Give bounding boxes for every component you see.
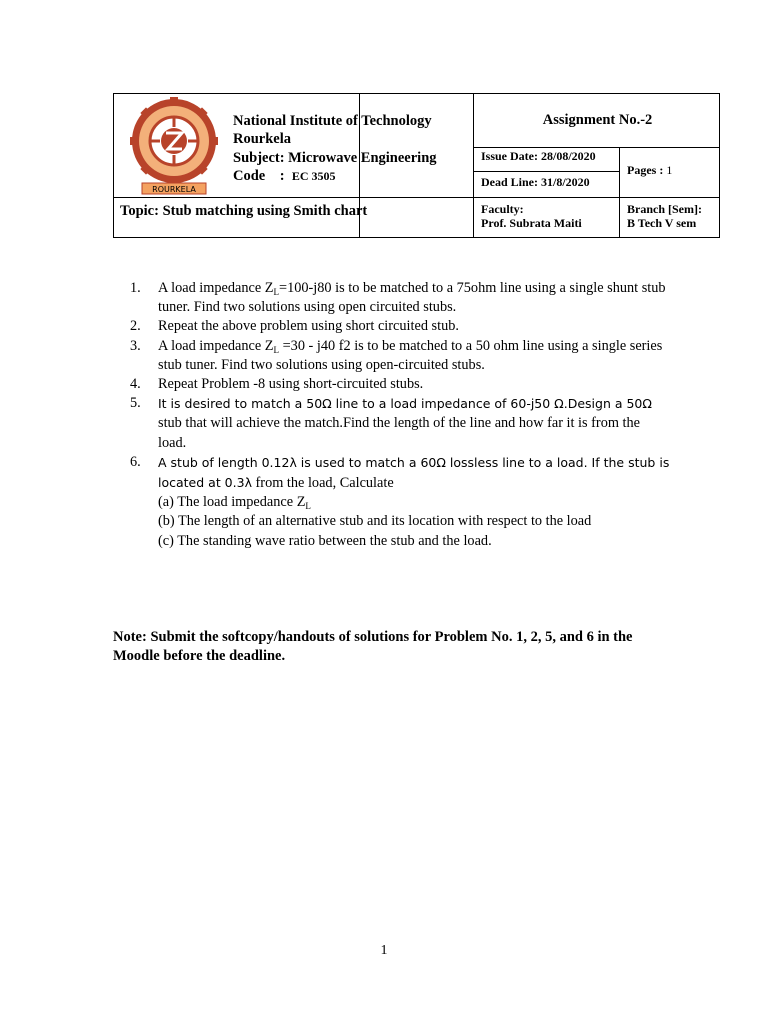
problem-item: 4. Repeat Problem -8 using short-circuited stubs. <box>130 376 424 393</box>
divider <box>473 147 720 148</box>
subject: Subject: Microwave Engineering <box>233 150 437 166</box>
issue-date: Issue Date: 28/08/2020 <box>481 149 596 163</box>
page-number: 1 <box>380 943 388 958</box>
divider <box>114 197 719 198</box>
header-table <box>113 93 720 238</box>
sub-item: (c) The standing wave ratio between the stub and the load. <box>158 532 492 549</box>
dead-line: Dead Line: 31/8/2020 <box>481 175 590 189</box>
problem-item: 2. Repeat the above problem using short circuited stub. <box>130 318 459 335</box>
nit-rourkela-logo <box>120 97 228 197</box>
course-code: Code : EC 3505 <box>233 168 336 184</box>
divider <box>473 171 620 172</box>
faculty: Faculty: Prof. Subrata Maiti <box>481 202 582 230</box>
assignment-number: Assignment No.-2 <box>542 112 653 128</box>
problem-item: 6. A stub of length 0.12λ is used to match a 60Ω lossless line to a load. If the stub is located at 0.3λ from the load, Calculate (a) The load impedance $Z_L$ (b) The length of an alternative stub and its location with respect to the load (c) The standing wave ratio between the stub and the load. <box>130 453 670 551</box>
problem-list <box>130 279 670 551</box>
divider <box>619 148 620 237</box>
sub-item: (b) The length of an alternative stub and its location with respect to the load <box>158 513 592 530</box>
svg-text:ROURKELA: ROURKELA <box>152 185 196 194</box>
problem-item: 3. A load impedance $Z_L =30 - j40$ f2 is to be matched to a 50 ohm line using a single series stub tuner. Find two solutions using open-circuited stubs. <box>130 337 663 373</box>
institute-name: National Institute of Technology Rourkela <box>233 113 432 147</box>
problem-item: 1. A load impedance $Z_L=100-j80$ is to be matched to a 75ohm line using a single shunt stub tuner. Find two solutions using open circuited stubs. <box>130 280 666 316</box>
pages-count: Pages : 1 <box>627 163 673 177</box>
submission-note: Note: Submit the softcopy/handouts of solutions for Problem No. 1, 2, 5, and 6 in the Moodle before the deadline. <box>113 629 633 664</box>
branch-semester: Branch [Sem]: B Tech V sem <box>627 202 702 230</box>
topic: Topic: Stub matching using Smith chart <box>120 203 368 219</box>
sub-item: (a) The load impedance $Z_L$ <box>158 494 311 512</box>
problem-item: 5. It is desired to match a 50Ω line to a load impedance of 60-j50 Ω.Design a 50Ω stub that will achieve the match.Find the length of the line and how far it is from the load. <box>130 395 652 451</box>
